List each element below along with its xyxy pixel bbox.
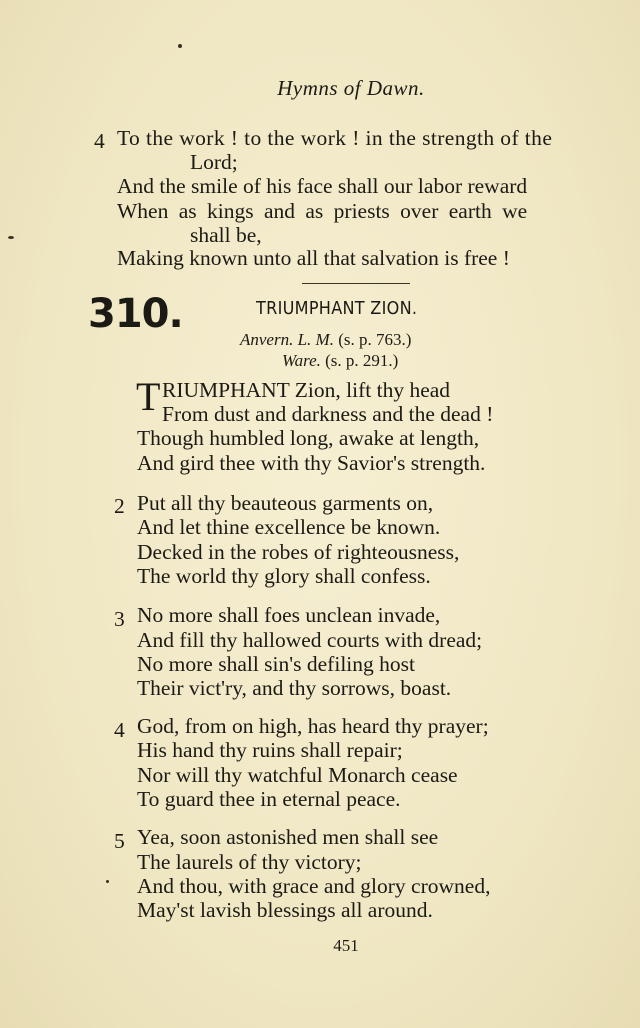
prev-verse-line: When as kings and as priests over earth we <box>117 199 528 223</box>
prev-verse-line: To the work ! to the work ! in the strength of the <box>117 126 553 150</box>
tune-meter: L. M. <box>297 330 334 349</box>
tune-reference: (s. p. 291.) <box>325 351 399 370</box>
prev-verse-line: shall be, <box>190 223 262 247</box>
verse-number: 2 <box>114 494 125 518</box>
hymn-number: 310. <box>88 291 183 337</box>
verse-line: To guard thee in eternal peace. <box>137 787 401 811</box>
drop-cap: T <box>136 374 161 419</box>
verse-line: And thou, with grace and glory crowned, <box>137 874 491 898</box>
verse-line: The world thy glory shall confess. <box>137 564 431 588</box>
page-speck <box>178 44 182 48</box>
page-speck <box>106 880 109 883</box>
verse-line: Decked in the robes of righteousness, <box>137 540 460 564</box>
verse-number: 4 <box>114 718 125 742</box>
verse-line: And fill thy hallowed courts with dread; <box>137 628 483 652</box>
prev-verse-line: And the smile of his face shall our labor reward <box>117 174 528 198</box>
page-speck <box>8 236 14 239</box>
verse-line: No more shall foes unclean invade, <box>137 603 441 627</box>
tune-line-2 <box>282 351 398 371</box>
tune-name: Anvern. <box>240 330 294 349</box>
running-head: Hymns of Dawn. <box>277 76 425 100</box>
hymn-title: TRIUMPHANT ZION. <box>256 299 418 319</box>
prev-verse-line: Lord; <box>190 150 238 174</box>
verse-line: The laurels of thy victory; <box>137 850 362 874</box>
verse-line: RIUMPHANT Zion, lift thy head <box>162 378 451 402</box>
verse-line: Though humbled long, awake at length, <box>137 426 480 450</box>
section-divider <box>302 283 410 284</box>
verse-line: Their vict'ry, and thy sorrows, boast. <box>137 676 452 700</box>
verse-line: May'st lavish blessings all around. <box>137 898 433 922</box>
verse-line: And let thine excellence be known. <box>137 515 441 539</box>
verse-line: No more shall sin's defiling host <box>137 652 415 676</box>
tune-line-1 <box>240 330 411 350</box>
verse-line: God, from on high, has heard thy prayer; <box>137 714 489 738</box>
verse-number: 5 <box>114 829 125 853</box>
tune-name: Ware. <box>282 351 321 370</box>
verse-line: Yea, soon astonished men shall see <box>137 825 439 849</box>
verse-line: And gird thee with thy Savior's strength. <box>137 451 486 475</box>
verse-line: From dust and darkness and the dead ! <box>162 402 494 426</box>
tune-reference: (s. p. 763.) <box>338 330 412 349</box>
verse-number: 3 <box>114 607 125 631</box>
verse-line: Nor will thy watchful Monarch cease <box>137 763 458 787</box>
prev-verse-line: Making known unto all that salvation is free ! <box>117 246 510 270</box>
page-number: 451 <box>333 936 359 955</box>
verse-line: Put all thy beauteous garments on, <box>137 491 434 515</box>
verse-line: His hand thy ruins shall repair; <box>137 738 403 762</box>
prev-verse-number: 4 <box>94 129 105 153</box>
